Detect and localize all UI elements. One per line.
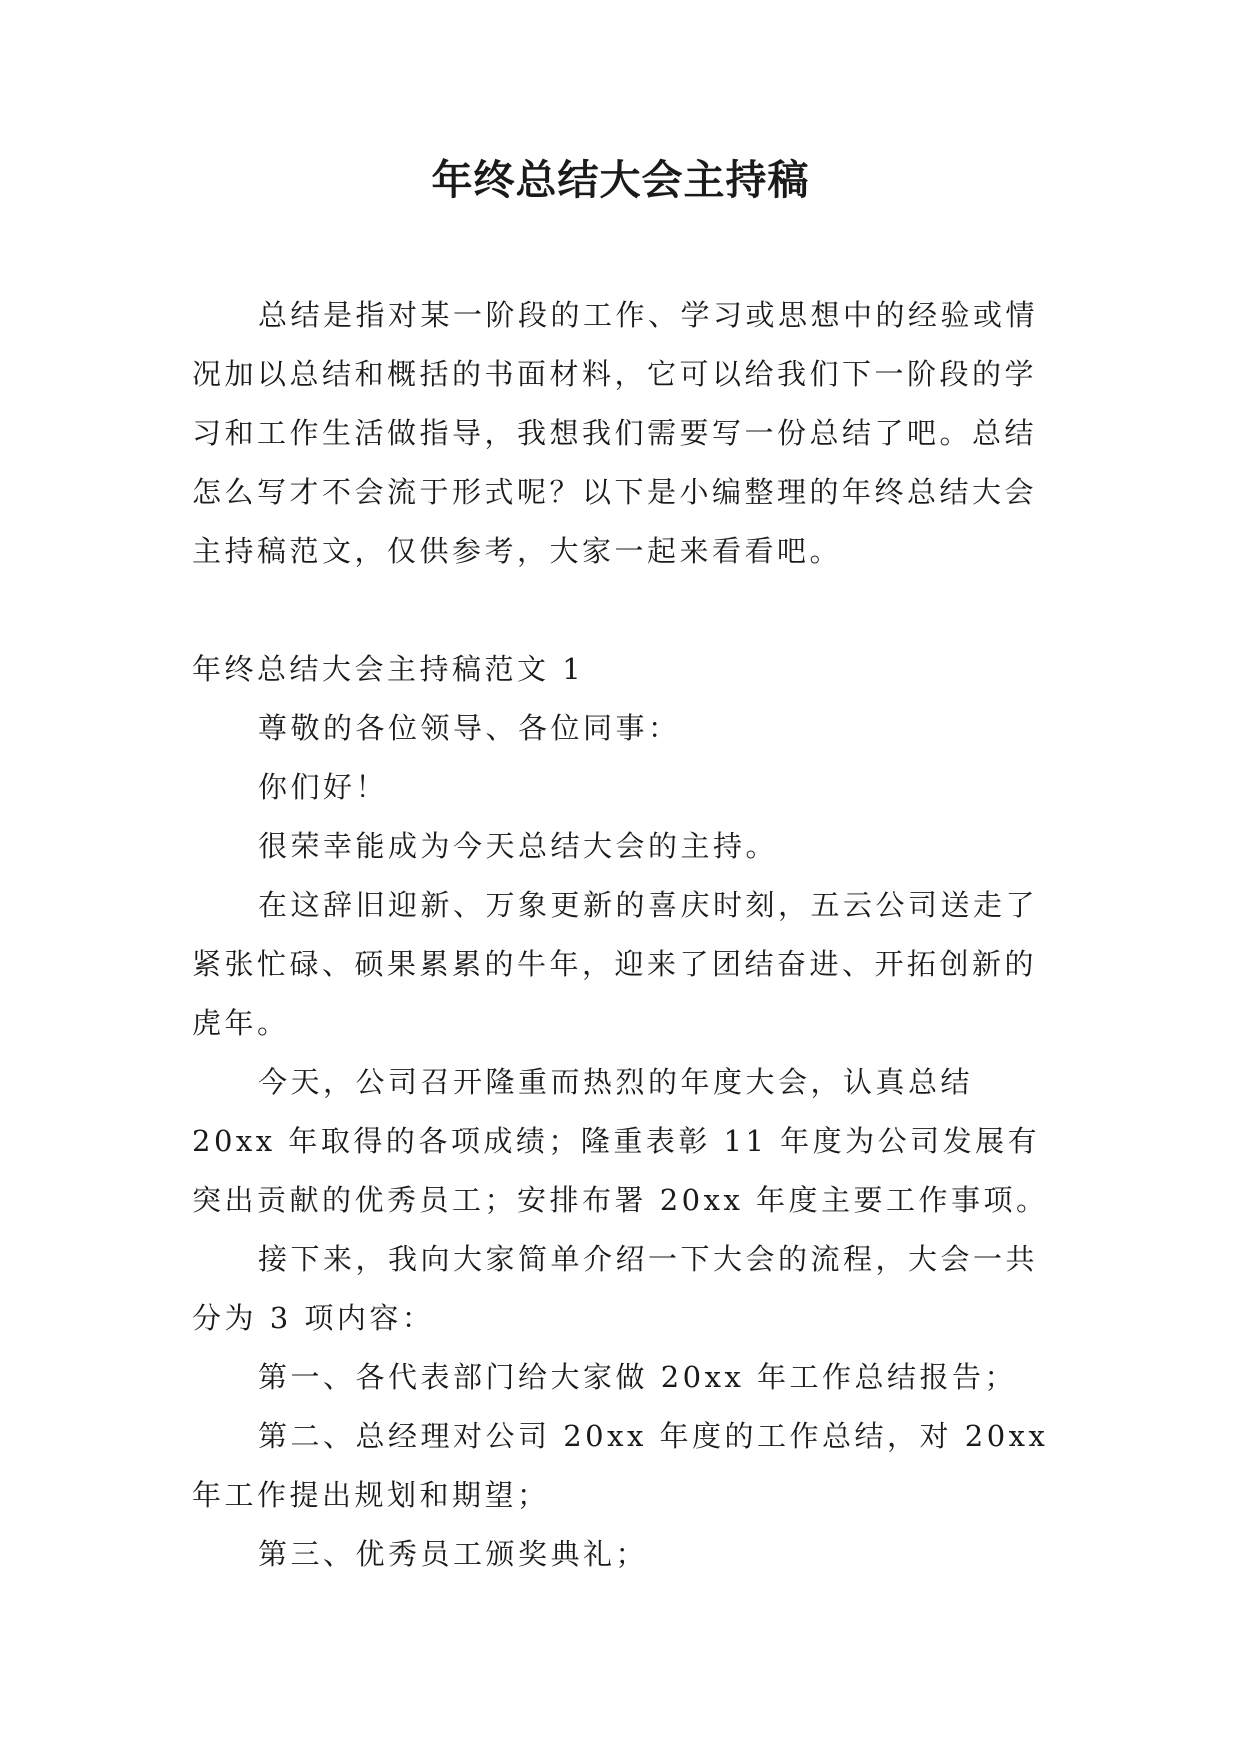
new-year-paragraph: 在这辞旧迎新、万象更新的喜庆时刻，五云公司送走了紧张忙碌、硕果累累的牛年，迎来了团结奋进、开拓创新的虎年。 — [192, 888, 1039, 1040]
section-heading: 年终总结大会主持稿范文 1 — [192, 652, 585, 686]
agenda-intro-paragraph: 接下来，我向大家简单介绍一下大会的流程，大会一共分为 3 项内容： — [192, 1242, 1039, 1335]
hello-paragraph: 你们好！ — [258, 770, 389, 804]
agenda-item-1: 第一、各代表部门给大家做 20xx 年工作总结报告； — [258, 1360, 1018, 1394]
honor-paragraph: 很荣幸能成为今天总结大会的主持。 — [258, 829, 779, 863]
agenda-item-3: 第三、优秀员工颁奖典礼； — [258, 1537, 649, 1571]
meeting-paragraph: 今天，公司召开隆重而热烈的年度大会，认真总结 20xx 年取得的各项成绩；隆重表彰 11 年度为公司发展有突出贡献的优秀员工；安排布署 20xx 年度主要工作事项。 — [192, 1065, 1049, 1217]
agenda-item-2: 第二、总经理对公司 20xx 年度的工作总结，对 20xx 年工作提出规划和期望； — [192, 1419, 1049, 1512]
intro-paragraph: 总结是指对某一阶段的工作、学习或思想中的经验或情况加以总结和概括的书面材料，它可以给我们下一阶段的学习和工作生活做指导，我想我们需要写一份总结了吧。总结怎么写才不会流于形式呢？以下是小编整理的年终总结大会主持稿范文，仅供参考，大家一起来看看吧。 — [192, 298, 1039, 568]
page-title: 年终总结大会主持稿 — [431, 156, 810, 204]
sample-section — [192, 640, 1059, 1584]
greeting-paragraph: 尊敬的各位领导、各位同事： — [258, 711, 681, 745]
